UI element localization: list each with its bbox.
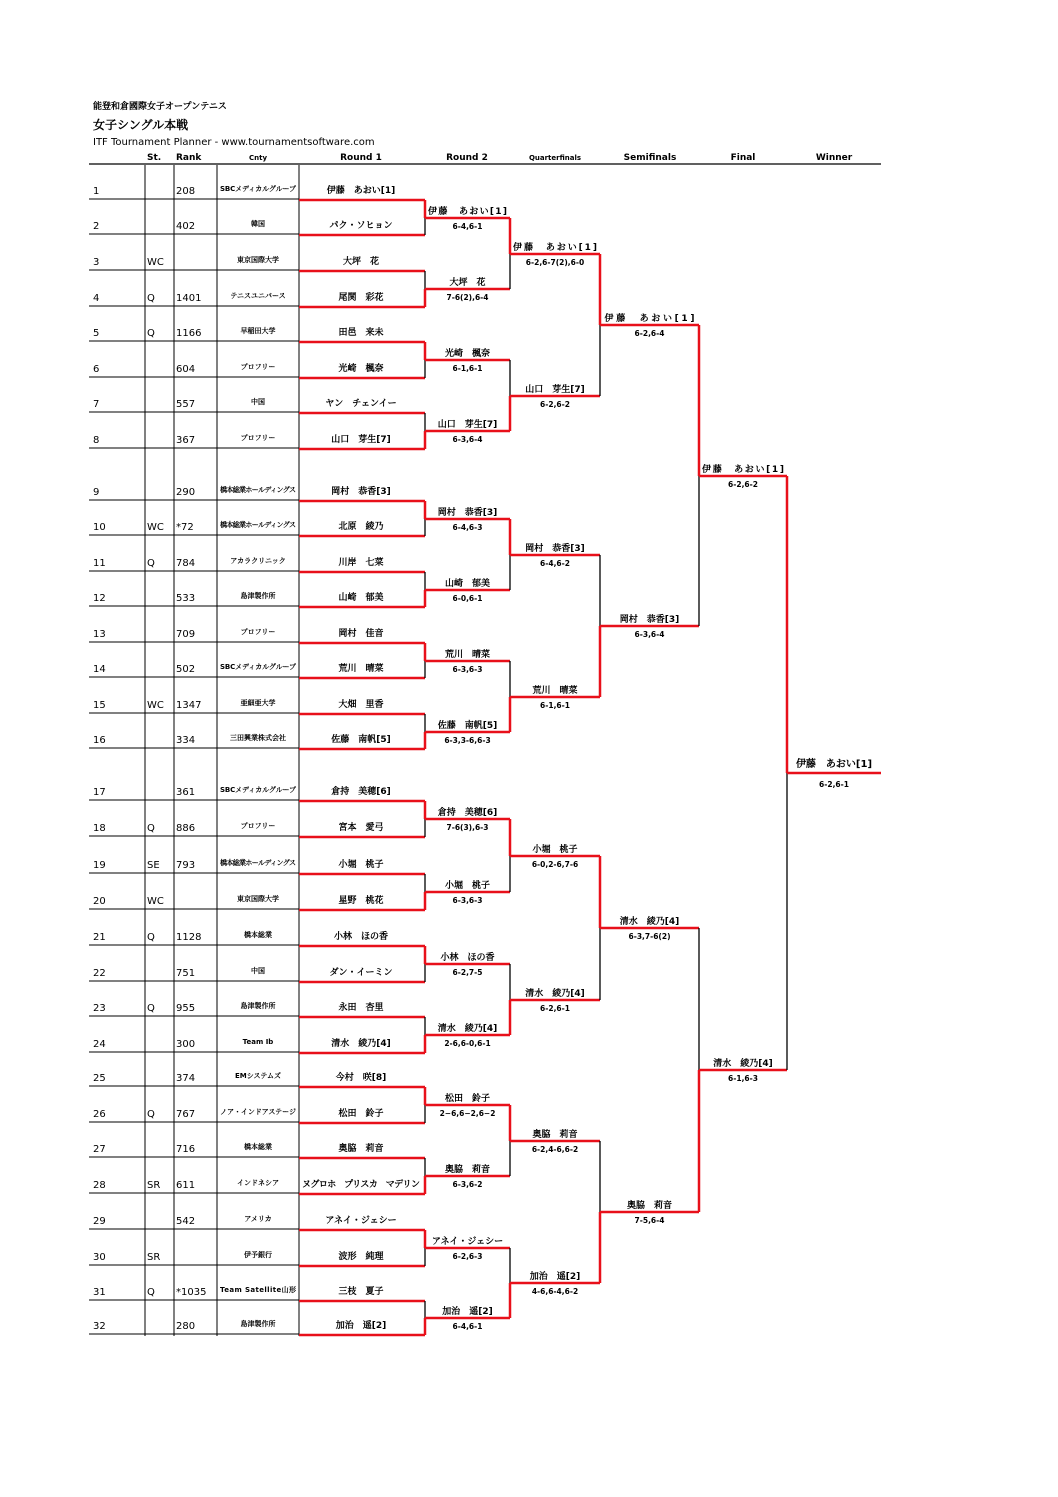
entry-number: 21 <box>93 932 106 943</box>
final-score: 6-1,6-3 <box>728 1074 758 1083</box>
quarterfinal-player: 小堀 桃子 <box>532 845 578 855</box>
entry-number: 14 <box>93 664 106 675</box>
entry-country: 中国 <box>251 967 265 975</box>
round2-player: 佐藤 南帆[5] <box>437 721 498 731</box>
entry-number: 18 <box>93 823 106 834</box>
player-name: 三枝 夏子 <box>338 1287 384 1297</box>
tournament-name: 能登和倉國際女子オープンテニス <box>93 102 227 112</box>
round2-score: 6-3,6-3 <box>452 896 483 905</box>
entry-rank: 1128 <box>176 932 202 943</box>
player-name: ダン・イーミン <box>329 968 393 978</box>
entry-country: 東京国際大学 <box>237 256 279 264</box>
round2-score: 6-4,6-1 <box>452 1322 483 1331</box>
round2-score: 6-0,6-1 <box>452 594 483 603</box>
quarterfinal-player: 清水 綾乃[4] <box>525 989 585 999</box>
quarterfinal-player: 荒川 晴菜 <box>532 686 578 696</box>
entry-status: WC <box>147 700 164 711</box>
player-name: 今村 咲[8] <box>335 1073 387 1083</box>
semifinal-score: 6-2,6-4 <box>634 329 665 338</box>
final-player: 伊藤 あおい[1] <box>702 465 784 475</box>
round2-player: 松田 鈴子 <box>444 1094 491 1104</box>
entry-status: WC <box>147 257 164 268</box>
player-name: 波形 純理 <box>338 1252 384 1262</box>
entry-number: 12 <box>93 593 106 604</box>
player-name: 岡村 恭香[3] <box>331 487 391 497</box>
entry-status: Q <box>147 558 155 569</box>
entry-country: 橋本総業ホールディングス <box>220 521 296 529</box>
entry-country: プロフリー <box>240 434 276 442</box>
player-name: 光崎 楓奈 <box>338 364 384 374</box>
final-score: 6-2,6-2 <box>728 480 758 489</box>
round2-score: 6-2,6-3 <box>452 1252 483 1261</box>
entry-number: 24 <box>93 1039 106 1050</box>
entry-rank: 533 <box>176 593 196 604</box>
entry-number: 19 <box>93 860 106 871</box>
round2-score: 6-4,6-1 <box>452 222 483 231</box>
player-name: 荒川 晴菜 <box>338 664 384 674</box>
entry-rank: 709 <box>176 629 196 640</box>
player-name: 尾関 彩花 <box>338 293 384 303</box>
entry-country: 橋本総業ホールディングス <box>220 486 296 494</box>
winner-name: 伊藤 あおい[1] <box>795 759 873 770</box>
entry-status: WC <box>147 522 164 533</box>
entry-number: 27 <box>93 1144 106 1155</box>
entry-status: Q <box>147 823 155 834</box>
entry-number: 32 <box>93 1321 106 1332</box>
entry-country: プロフリー <box>240 628 276 636</box>
quarterfinal-player: 加治 遥[2] <box>529 1272 581 1282</box>
entry-country: アカラクリニック <box>230 557 286 565</box>
entry-rank: 886 <box>176 823 196 834</box>
entry-rank: 751 <box>176 968 196 979</box>
entry-rank: 300 <box>176 1039 196 1050</box>
page-title: 女子シングル本戦 <box>93 118 189 132</box>
col-header-round1: Round 1 <box>340 153 382 163</box>
player-name: 倉持 美穂[6] <box>331 787 391 797</box>
entry-rank: 502 <box>176 664 196 675</box>
round2-player: 小林 ほの香 <box>440 953 495 963</box>
final-player: 清水 綾乃[4] <box>713 1059 773 1069</box>
col-header-rank: Rank <box>176 153 202 163</box>
player-name: 松田 鈴子 <box>338 1109 384 1119</box>
entry-number: 28 <box>93 1180 106 1191</box>
entry-country: 島津製作所 <box>240 1320 276 1328</box>
entry-status: Q <box>147 293 155 304</box>
quarterfinal-score: 6-2,4-6,6-2 <box>531 1145 579 1154</box>
entry-country: プロフリー <box>240 822 276 830</box>
entry-country: ノア・インドアステージ <box>220 1108 296 1116</box>
entry-status: Q <box>147 1003 155 1014</box>
entry-number: 10 <box>93 522 106 533</box>
round2-player: 光崎 楓奈 <box>444 349 491 359</box>
entry-rank: *72 <box>176 522 194 533</box>
entry-number: 26 <box>93 1109 106 1120</box>
entry-rank: 1401 <box>176 293 202 304</box>
entry-number: 11 <box>93 558 106 569</box>
entry-number: 25 <box>93 1073 106 1084</box>
entry-status: Q <box>147 1109 155 1120</box>
entry-country: 島津製作所 <box>240 592 276 600</box>
entry-number: 9 <box>93 487 100 498</box>
entry-number: 22 <box>93 968 106 979</box>
entry-rank: 611 <box>176 1180 196 1191</box>
entry-country: 三田興業株式会社 <box>230 734 286 742</box>
entry-number: 1 <box>93 186 100 197</box>
entry-country: 中国 <box>251 398 265 406</box>
round2-score: 6-3,6-2 <box>452 1180 483 1189</box>
entry-number: 3 <box>93 257 100 268</box>
entry-number: 17 <box>93 787 106 798</box>
round2-player: 山口 芽生[7] <box>437 420 498 430</box>
round2-score: 6-3,6-3 <box>452 665 483 674</box>
entry-rank: 767 <box>176 1109 196 1120</box>
entry-status: Q <box>147 1287 155 1298</box>
round2-score: 6-3,3-6,6-3 <box>444 736 491 745</box>
round2-score: 6-3,6-4 <box>452 435 483 444</box>
quarterfinal-score: 6-2,6-7(2),6-0 <box>525 258 585 267</box>
entry-country: 韓国 <box>251 220 265 228</box>
round2-score: 6-4,6-3 <box>452 523 483 532</box>
semifinal-player: 伊藤 あおい[1] <box>604 314 695 324</box>
player-name: ヤン チェンイー <box>325 399 397 409</box>
quarterfinal-score: 6-2,6-2 <box>540 400 570 409</box>
entry-country: 橋本総業 <box>244 1143 272 1151</box>
semifinal-player: 清水 綾乃[4] <box>619 917 680 927</box>
player-name: 佐藤 南帆[5] <box>331 735 391 745</box>
entry-country: 橋本総業ホールディングス <box>220 859 296 867</box>
round2-score: 7-6(3),6-3 <box>446 823 489 832</box>
entry-rank: 361 <box>176 787 196 798</box>
entry-number: 23 <box>93 1003 106 1014</box>
entry-rank: 290 <box>176 487 196 498</box>
player-name: 伊藤 あおい[1] <box>326 186 396 196</box>
quarterfinal-player: 伊藤 あおい[1] <box>513 243 597 253</box>
player-name: 川岸 七菜 <box>338 558 384 568</box>
entry-rank: 955 <box>176 1003 196 1014</box>
entry-rank: 793 <box>176 860 196 871</box>
entry-rank: 1166 <box>176 328 202 339</box>
entry-country: 橋本総業 <box>244 931 272 939</box>
entry-country: 島津製作所 <box>240 1002 276 1010</box>
entry-country: EMシステムズ <box>234 1072 282 1080</box>
entry-rank: 604 <box>176 364 196 375</box>
entry-country: テニスユニバース <box>230 292 286 300</box>
col-header-final: Final <box>730 153 756 163</box>
entry-rank: 1347 <box>176 700 202 711</box>
entry-number: 29 <box>93 1216 106 1227</box>
entry-country: プロフリー <box>240 363 276 371</box>
entry-status: Q <box>147 328 155 339</box>
entry-number: 16 <box>93 735 106 746</box>
round2-player: 小堀 桃子 <box>444 881 491 891</box>
quarterfinal-score: 6-0,2-6,7-6 <box>531 860 579 869</box>
player-name: 永田 杏里 <box>338 1003 384 1013</box>
round2-player: 倉持 美穂[6] <box>437 808 498 818</box>
player-name: 岡村 佳音 <box>338 629 384 639</box>
player-name: 大畑 里香 <box>338 700 384 710</box>
round2-player: 山崎 郁美 <box>444 579 491 589</box>
entry-rank: 280 <box>176 1321 196 1332</box>
quarterfinal-player: 山口 芽生[7] <box>525 385 585 395</box>
col-header-semifinals: Semifinals <box>623 153 677 163</box>
semifinal-score: 6-3,6-4 <box>634 630 665 639</box>
entry-country: Team Satellite山形 <box>220 1286 296 1294</box>
entry-number: 8 <box>93 435 100 446</box>
col-header-round2: Round 2 <box>446 153 488 163</box>
player-name: 宮本 愛弓 <box>338 823 384 833</box>
quarterfinal-score: 6-2,6-1 <box>540 1004 570 1013</box>
entry-rank: 784 <box>176 558 196 569</box>
entry-number: 20 <box>93 896 106 907</box>
entry-number: 15 <box>93 700 106 711</box>
entry-country: 伊予銀行 <box>244 1251 272 1259</box>
player-name: 大坪 花 <box>342 257 380 267</box>
round2-player: 加治 遥[2] <box>442 1307 493 1317</box>
player-name: 奥脇 莉音 <box>338 1144 384 1154</box>
player-name: 小堀 桃子 <box>338 860 384 870</box>
entry-country: 亜細亜大学 <box>240 699 276 707</box>
quarterfinal-player: 岡村 恭香[3] <box>525 544 585 554</box>
entry-number: 2 <box>93 221 100 232</box>
entry-number: 6 <box>93 364 100 375</box>
col-header-quarterfinals: Quarterfinals <box>528 154 582 162</box>
quarterfinal-score: 6-1,6-1 <box>540 701 570 710</box>
entry-rank: 367 <box>176 435 196 446</box>
entry-country: SBCメディカルグループ <box>220 185 296 193</box>
round2-score: 7-6(2),6-4 <box>446 293 489 302</box>
player-name: 小林 ほの香 <box>333 932 389 942</box>
round2-player: 大坪 花 <box>449 278 486 288</box>
quarterfinal-player: 奥脇 莉音 <box>532 1130 578 1140</box>
col-header-cnty: Cnty <box>248 154 268 162</box>
semifinal-player: 奥脇 莉音 <box>626 1201 673 1211</box>
entry-rank: 557 <box>176 399 196 410</box>
round2-score: 6-2,7-5 <box>452 968 483 977</box>
round2-player: アネイ・ジェシー <box>431 1237 504 1247</box>
entry-status: SE <box>147 860 160 871</box>
semifinal-player: 岡村 恭香[3] <box>619 615 680 625</box>
round2-player: 奥脇 莉音 <box>444 1165 491 1175</box>
entry-country: アメリカ <box>244 1215 272 1223</box>
entry-status: WC <box>147 896 164 907</box>
entry-status: SR <box>147 1180 161 1191</box>
entry-number: 5 <box>93 328 100 339</box>
round2-player: 清水 綾乃[4] <box>437 1024 498 1034</box>
entry-rank: 334 <box>176 735 196 746</box>
col-header-winner: Winner <box>815 153 853 163</box>
round2-player: 伊藤 あおい[1] <box>428 207 507 217</box>
player-name: 加治 遥[2] <box>335 1321 387 1331</box>
entry-rank: 208 <box>176 186 196 197</box>
entry-number: 31 <box>93 1287 106 1298</box>
semifinal-score: 7-5,6-4 <box>634 1216 665 1225</box>
round2-player: 岡村 恭香[3] <box>437 508 498 518</box>
round2-score: 2−6,6−2,6−2 <box>439 1109 496 1118</box>
entry-rank: *1035 <box>176 1287 207 1298</box>
entry-country: Team Ib <box>242 1038 274 1046</box>
entry-number: 30 <box>93 1252 106 1263</box>
player-name: 星野 桃花 <box>338 896 384 906</box>
round2-player: 荒川 晴菜 <box>444 650 491 660</box>
player-name: 山口 芽生[7] <box>331 435 391 445</box>
round2-score: 2-6,6-0,6-1 <box>444 1039 491 1048</box>
col-header-st: St. <box>147 153 162 163</box>
entry-country: SBCメディカルグループ <box>220 786 296 794</box>
entry-country: インドネシア <box>237 1179 279 1187</box>
semifinal-score: 6-3,7-6(2) <box>628 932 671 941</box>
entry-number: 4 <box>93 293 100 304</box>
player-name: ヌグロホ プリスカ マデリン <box>302 1180 420 1190</box>
entry-rank: 542 <box>176 1216 196 1227</box>
entry-country: 東京国際大学 <box>237 895 279 903</box>
entry-rank: 716 <box>176 1144 196 1155</box>
entry-number: 13 <box>93 629 106 640</box>
round2-score: 6-1,6-1 <box>452 364 483 373</box>
quarterfinal-score: 6-4,6-2 <box>540 559 570 568</box>
entry-rank: 374 <box>176 1073 196 1084</box>
player-name: パク・ソヒョン <box>329 221 393 231</box>
entry-country: 早稲田大学 <box>240 327 276 335</box>
player-name: 山崎 郁美 <box>338 593 384 603</box>
winner-score: 6-2,6-1 <box>819 780 849 789</box>
entry-number: 7 <box>93 399 100 410</box>
player-name: アネイ・ジェシー <box>325 1216 397 1226</box>
quarterfinal-score: 4-6,6-4,6-2 <box>531 1287 579 1296</box>
entry-country: SBCメディカルグループ <box>220 663 296 671</box>
entry-status: SR <box>147 1252 161 1263</box>
page-subtitle: ITF Tournament Planner - www.tournamentsoftware.com <box>93 137 375 148</box>
player-name: 清水 綾乃[4] <box>331 1039 391 1049</box>
player-name: 北原 綾乃 <box>338 522 384 532</box>
entry-rank: 402 <box>176 221 196 232</box>
entry-status: Q <box>147 932 155 943</box>
player-name: 田邑 来未 <box>338 328 384 338</box>
